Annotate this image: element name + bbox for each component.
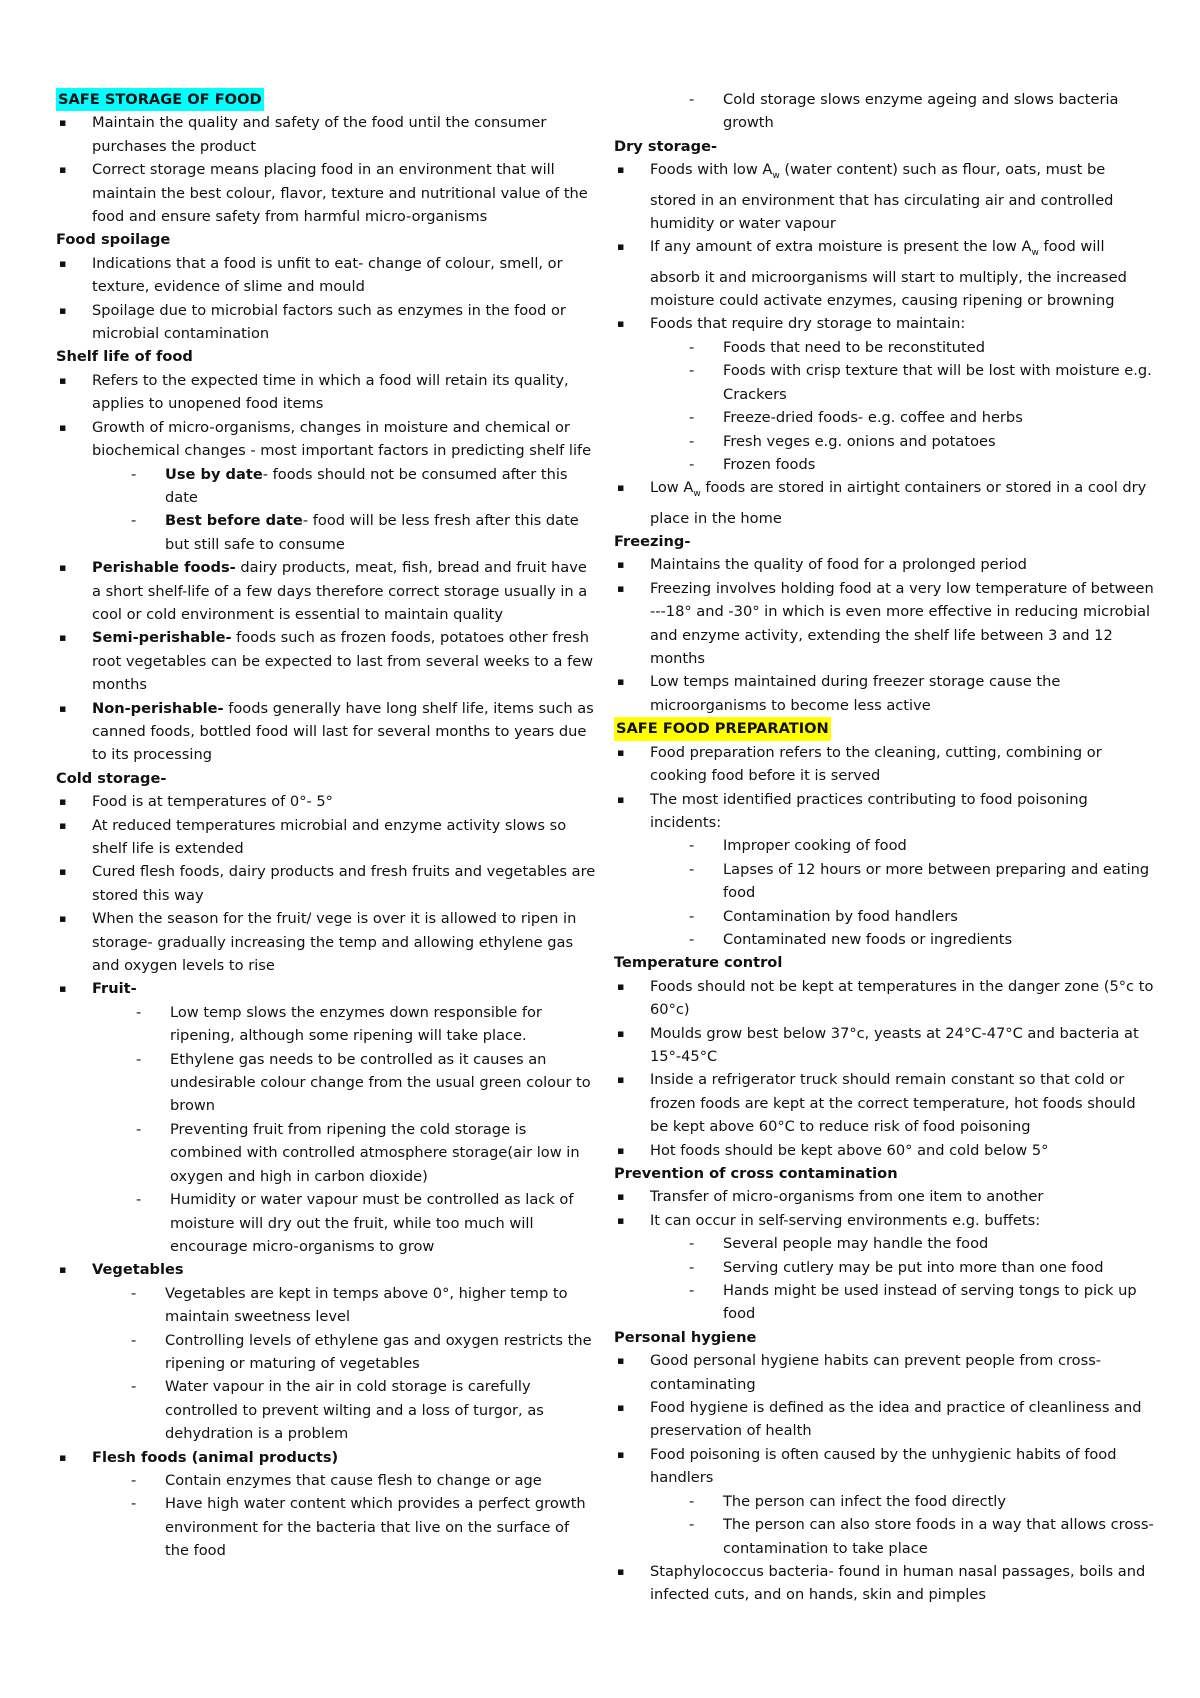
sub-item: - Freeze-dried foods- e.g. coffee and herbs	[687, 406, 1154, 429]
sub-item: - Hands might be used instead of serving tongs to pick up food	[687, 1279, 1154, 1326]
list-item: ▪ Foods that require dry storage to maintain:	[614, 312, 1154, 335]
list-item: ▪ Transfer of micro-organisms from one item to another	[614, 1185, 1154, 1208]
sub-item: - Preventing fruit from ripening the cold storage is combined with controlled atmosphere storage(air low in oxygen and high in carbon dioxide)	[134, 1118, 596, 1188]
list-item-semi-perishable: ▪ Semi-perishable- foods such as frozen foods, potatoes other fresh root vegetables can be expected to last from several weeks to a few months	[56, 626, 596, 696]
list-item: ▪ Food poisoning is often caused by the unhygienic habits of food handlers	[614, 1443, 1154, 1490]
list-item-fruit: ▪ Fruit-	[56, 977, 596, 1000]
sub-item: - Several people may handle the food	[687, 1232, 1154, 1255]
list-item: ▪ Correct storage means placing food in an environment that will maintain the best colour, flavor, texture and nutritional value of the food and ensure safety from harmful micro-organisms	[56, 158, 596, 228]
list-item: ▪ Food preparation refers to the cleaning, cutting, combining or cooking food before it is served	[614, 741, 1154, 788]
sub-item: - Controlling levels of ethylene gas and oxygen restricts the ripening or maturing of vegetables	[129, 1329, 596, 1376]
list-item: ▪ The most identified practices contributing to food poisoning incidents:	[614, 788, 1154, 835]
heading-temperature-control: Temperature control	[614, 954, 783, 972]
list-item: ▪ Indications that a food is unfit to eat- change of colour, smell, or texture, evidence of slime and mould	[56, 252, 596, 299]
list-item: ▪ Foods with low $A_w$ (water content) such as flour, oats, must be stored in an environment that has circulating air and controlled humidity or water vapour	[614, 158, 1154, 235]
list-item: ▪ Good personal hygiene habits can prevent people from cross-contaminating	[614, 1349, 1154, 1396]
sub-item: - Foods that need to be reconstituted	[687, 336, 1154, 359]
sub-item: - Contain enzymes that cause flesh to change or age	[129, 1469, 596, 1492]
list-item: ▪ Food hygiene is defined as the idea and practice of cleanliness and preservation of health	[614, 1396, 1154, 1443]
list-item-non-perishable: ▪ Non-perishable- foods generally have long shelf life, items such as canned foods, bottled food will last for several months to years due to its processing	[56, 697, 596, 767]
section-title-safe-storage: SAFE STORAGE OF FOOD	[56, 88, 596, 111]
list-item-perishable: ▪ Perishable foods- dairy products, meat, fish, bread and fruit have a short shelf-life of a few days therefore correct storage usually in a cool or cold environment is essential to maintain quality	[56, 556, 596, 626]
list-item-flesh-foods: ▪ Flesh foods (animal products)	[56, 1446, 596, 1469]
sub-item-use-by-date: - Use by date- foods should not be consumed after this date	[129, 463, 596, 510]
left-column	[56, 88, 596, 1563]
sub-item: - Foods with crisp texture that will be lost with moisture e.g. Crackers	[687, 359, 1154, 406]
heading-dry-storage: Dry storage-	[614, 137, 718, 155]
sub-item: - Frozen foods	[687, 453, 1154, 476]
sub-item: - The person can infect the food directly	[687, 1490, 1154, 1513]
right-column	[614, 88, 1154, 1607]
list-item: ▪ Maintains the quality of food for a prolonged period	[614, 553, 1154, 576]
list-item: ▪ Growth of micro-organisms, changes in moisture and chemical or biochemical changes - most important factors in predicting shelf life	[56, 416, 596, 463]
list-item: ▪ At reduced temperatures microbial and enzyme activity slows so shelf life is extended	[56, 814, 596, 861]
heading-shelf-life: Shelf life of food	[56, 348, 193, 366]
sub-item: - Contamination by food handlers	[687, 905, 1154, 928]
sub-item: - Serving cutlery may be put into more than one food	[687, 1256, 1154, 1279]
heading-freezing: Freezing-	[614, 533, 691, 551]
list-item: ▪ Low $A_w$ foods are stored in airtight containers or stored in a cool dry place in the home	[614, 476, 1154, 530]
list-item: ▪ Hot foods should be kept above 60° and cold below 5°	[614, 1139, 1154, 1162]
sub-item: - Fresh veges e.g. onions and potatoes	[687, 430, 1154, 453]
list-item: ▪ Foods should not be kept at temperatures in the danger zone (5°c to 60°c)	[614, 975, 1154, 1022]
list-item: ▪ Moulds grow best below 37°c, yeasts at 24°C-47°C and bacteria at 15°-45°C	[614, 1022, 1154, 1069]
list-item: ▪ When the season for the fruit/ vege is over it is allowed to ripen in storage- gradually increasing the temp and allowing ethylene gas and oxygen levels to rise	[56, 907, 596, 977]
list-item: ▪ Maintain the quality and safety of the food until the consumer purchases the product	[56, 111, 596, 158]
list-item: ▪ Cured flesh foods, dairy products and fresh fruits and vegetables are stored this way	[56, 860, 596, 907]
sub-item-best-before-date: - Best before date- food will be less fresh after this date but still safe to consume	[129, 509, 596, 556]
list-item: ▪ Low temps maintained during freezer storage cause the microorganisms to become less active	[614, 670, 1154, 717]
list-item: ▪ Freezing involves holding food at a very low temperature of between ---18° and -30° in which is even more effective in reducing microbial and enzyme activity, extending the shelf life between 3 and 12 months	[614, 577, 1154, 671]
list-item: ▪ If any amount of extra moisture is present the low $A_w$ food will absorb it and microorganisms will start to multiply, the increased moisture could activate enzymes, causing ripening or browning	[614, 235, 1154, 312]
list-item: ▪ It can occur in self-serving environments e.g. buffets:	[614, 1209, 1154, 1232]
sub-item: - Vegetables are kept in temps above 0°, higher temp to maintain sweetness level	[129, 1282, 596, 1329]
sub-item: - Contaminated new foods or ingredients	[687, 928, 1154, 951]
heading-cold-storage: Cold storage-	[56, 769, 167, 787]
sub-item: - Humidity or water vapour must be controlled as lack of moisture will dry out the fruit, while too much will encourage micro-organisms to grow	[134, 1188, 596, 1258]
sub-item: - Water vapour in the air in cold storage is carefully controlled to prevent wilting and a loss of turgor, as dehydration is a problem	[129, 1375, 596, 1445]
list-item: ▪ Staphylococcus bacteria- found in human nasal passages, boils and infected cuts, and on hands, skin and pimples	[614, 1560, 1154, 1607]
list-item: ▪ Refers to the expected time in which a food will retain its quality, applies to unopened food items	[56, 369, 596, 416]
sub-item: - Have high water content which provides a perfect growth environment for the bacteria that live on the surface of the food	[129, 1492, 596, 1562]
list-item-vegetables: ▪ Vegetables	[56, 1258, 596, 1281]
sub-item: - Improper cooking of food	[687, 834, 1154, 857]
sub-item: - Cold storage slows enzyme ageing and slows bacteria growth	[687, 88, 1154, 135]
heading-food-spoilage: Food spoilage	[56, 231, 171, 249]
list-item: ▪ Food is at temperatures of 0°- 5°	[56, 790, 596, 813]
sub-item: - Lapses of 12 hours or more between preparing and eating food	[687, 858, 1154, 905]
list-item: ▪ Inside a refrigerator truck should remain constant so that cold or frozen foods are kept at the correct temperature, hot foods should be kept above 60°C to reduce risk of food poisoning	[614, 1068, 1154, 1138]
sub-item: - Low temp slows the enzymes down responsible for ripening, although some ripening will take place.	[134, 1001, 596, 1048]
section-title-safe-food-preparation: SAFE FOOD PREPARATION	[614, 717, 1154, 740]
sub-item: - The person can also store foods in a way that allows cross-contamination to take place	[687, 1513, 1154, 1560]
list-item: ▪ Spoilage due to microbial factors such as enzymes in the food or microbial contamination	[56, 299, 596, 346]
sub-item: - Ethylene gas needs to be controlled as it causes an undesirable colour change from the usual green colour to brown	[134, 1048, 596, 1118]
heading-personal-hygiene: Personal hygiene	[614, 1328, 757, 1346]
heading-cross-contamination: Prevention of cross contamination	[614, 1165, 898, 1182]
